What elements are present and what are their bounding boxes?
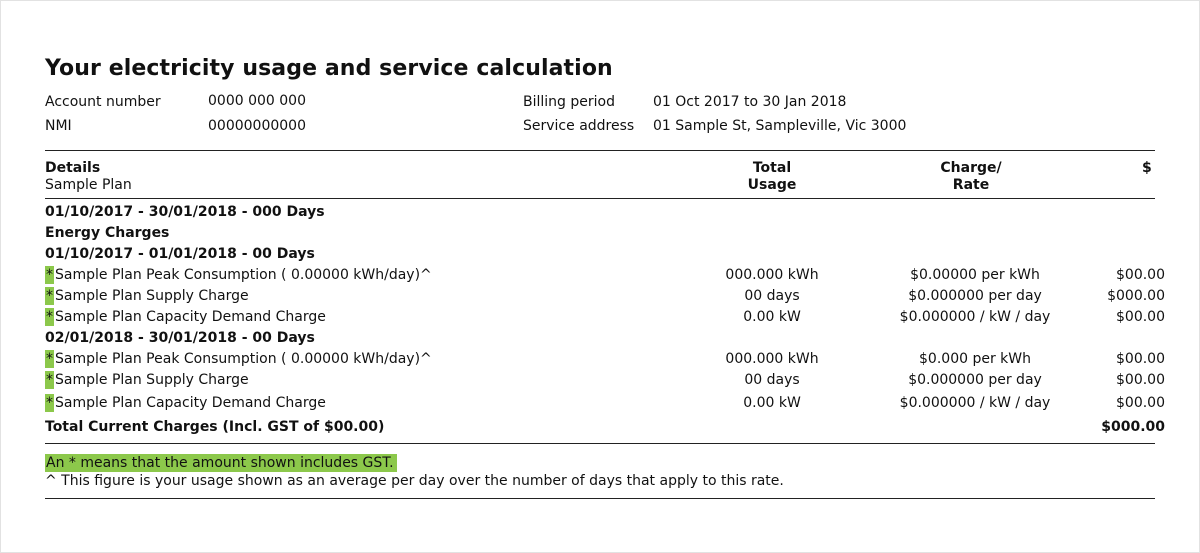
usage-header-line1: Total [752, 160, 792, 176]
total-bottom-rule [45, 443, 1155, 444]
service-address-label: Service address [523, 118, 635, 134]
charge-amount: $00.00 [1116, 267, 1165, 283]
plan-name: Sample Plan [45, 177, 132, 193]
charge-rate: $0.000000 / kW / day [899, 309, 1051, 325]
charge-rate: $0.000000 per day [908, 288, 1042, 304]
amount-header: $ [1142, 160, 1152, 176]
section-heading-text: Energy Charges [45, 225, 170, 241]
gst-star: * [46, 309, 53, 325]
charge-label: Sample Plan Peak Consumption ( 0.00000 kWh/day)^ [55, 351, 432, 367]
gst-star: * [46, 395, 53, 411]
header-top-rule [45, 150, 1155, 151]
charge-row [45, 265, 1165, 285]
charge-label: Sample Plan Peak Consumption ( 0.00000 kWh/day)^ [55, 267, 432, 283]
gst-star: * [46, 351, 53, 367]
gst-star: * [46, 372, 53, 388]
charge-usage: 0.00 kW [743, 395, 801, 411]
nmi-label: NMI [45, 118, 72, 134]
charge-amount: $000.00 [1107, 288, 1165, 304]
charge-amount: $00.00 [1116, 351, 1165, 367]
service-address-value: 01 Sample St, Sampleville, Vic 3000 [653, 118, 907, 134]
usage-header-line2: Usage [747, 177, 797, 193]
billing-period-heading-text: 01/10/2017 - 30/01/2018 - 000 Days [45, 204, 325, 220]
billing-period-label: Billing period [523, 94, 615, 110]
charge-label: Sample Plan Supply Charge [55, 372, 249, 388]
section-heading [45, 223, 1165, 243]
charge-rate: $0.000 per kWh [919, 351, 1031, 367]
sub-period-heading-text: 02/01/2018 - 30/01/2018 - 00 Days [45, 330, 315, 346]
charge-usage: 00 days [744, 372, 800, 388]
nmi-value: 00000000000 [208, 118, 306, 134]
billing-period-value: 01 Oct 2017 to 30 Jan 2018 [653, 94, 847, 110]
charge-rate: $0.000000 / kW / day [899, 395, 1051, 411]
usage-header [748, 160, 797, 194]
charge-usage: 00 days [744, 288, 800, 304]
sub-period-heading [45, 328, 1165, 348]
billing-period-heading [45, 202, 1165, 222]
page-title: Your electricity usage and service calculation [45, 56, 613, 81]
rate-header-line1: Charge/ [940, 160, 1002, 176]
charge-usage: 000.000 kWh [725, 267, 819, 283]
charge-amount: $00.00 [1116, 395, 1165, 411]
footer-rule [45, 498, 1155, 499]
gst-star: * [46, 267, 53, 283]
charge-rate: $0.000000 per day [908, 372, 1042, 388]
details-header-label: Details [45, 160, 101, 176]
charge-amount: $00.00 [1116, 309, 1165, 325]
sub-period-heading [45, 244, 1165, 264]
charge-row [45, 286, 1165, 306]
charge-row [45, 307, 1165, 327]
charge-amount: $00.00 [1116, 372, 1165, 388]
charge-usage: 000.000 kWh [725, 351, 819, 367]
gst-note [45, 454, 397, 472]
charge-usage: 0.00 kW [743, 309, 801, 325]
total-label: Total Current Charges (Incl. GST of $00.00) [45, 419, 385, 435]
charge-label: Sample Plan Supply Charge [55, 288, 249, 304]
gst-star: * [46, 288, 53, 304]
account-number-label: Account number [45, 94, 161, 110]
total-amount: $000.00 [1101, 419, 1165, 435]
rate-header [940, 160, 1001, 194]
total-row [45, 417, 1165, 437]
gst-note-text: An * means that the amount shown includes GST. [45, 454, 397, 472]
average-usage-note: ^ This figure is your usage shown as an average per day over the number of days that apply to this rate. [45, 473, 784, 489]
sub-period-heading-text: 01/10/2017 - 01/01/2018 - 00 Days [45, 246, 315, 262]
charge-label: Sample Plan Capacity Demand Charge [55, 395, 326, 411]
charge-rate: $0.00000 per kWh [910, 267, 1040, 283]
charge-row [45, 393, 1165, 413]
header-bottom-rule [45, 198, 1155, 199]
account-number-value: 0000 000 000 [208, 93, 306, 109]
details-header [45, 160, 132, 194]
charge-row [45, 349, 1165, 369]
charge-label: Sample Plan Capacity Demand Charge [55, 309, 326, 325]
charge-row [45, 370, 1165, 390]
rate-header-line2: Rate [952, 177, 990, 193]
